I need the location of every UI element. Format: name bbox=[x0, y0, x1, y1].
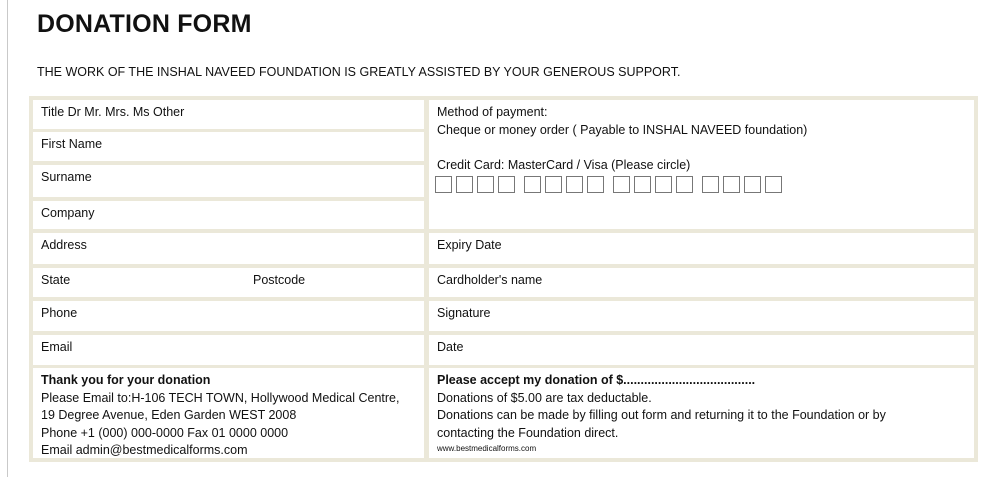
cardholder-name-field[interactable] bbox=[429, 268, 974, 297]
state-label: State bbox=[41, 273, 71, 287]
card-digit-box[interactable] bbox=[744, 176, 761, 193]
address-label: Address bbox=[41, 238, 87, 252]
card-digit-box[interactable] bbox=[477, 176, 494, 193]
card-digit-box[interactable] bbox=[498, 176, 515, 193]
postcode-label: Postcode bbox=[253, 273, 306, 287]
card-digit-box[interactable] bbox=[676, 176, 693, 193]
date-field[interactable] bbox=[429, 335, 974, 365]
card-digit-box[interactable] bbox=[545, 176, 562, 193]
company-label: Company bbox=[41, 206, 95, 220]
mailing-address-line-1: Please Email to:H-106 TECH TOWN, Hollywood Medical Centre, bbox=[41, 390, 400, 405]
signature-field[interactable] bbox=[429, 301, 974, 331]
cardholder-name-label: Cardholder's name bbox=[437, 273, 543, 287]
card-digit-box[interactable] bbox=[613, 176, 630, 193]
card-digit-group bbox=[702, 176, 782, 193]
mailing-address-line-2: 19 Degree Avenue, Eden Garden WEST 2008 bbox=[41, 408, 297, 422]
address-field[interactable] bbox=[33, 233, 424, 264]
credit-card-option: Credit Card: MasterCard / Visa (Please circle) bbox=[437, 158, 691, 172]
card-number-boxes[interactable] bbox=[435, 176, 782, 193]
card-digit-box[interactable] bbox=[655, 176, 672, 193]
thank-you-heading: Thank you for your donation bbox=[41, 373, 211, 387]
card-digit-box[interactable] bbox=[765, 176, 782, 193]
donation-amount-heading: Please accept my donation of $...................................... bbox=[437, 373, 756, 387]
first-name-field[interactable] bbox=[33, 132, 424, 161]
donation-instructions-line-2: contacting the Foundation direct. bbox=[437, 425, 619, 440]
card-digit-box[interactable] bbox=[435, 176, 452, 193]
card-digit-box[interactable] bbox=[524, 176, 541, 193]
payment-method-section bbox=[429, 100, 974, 229]
thank-you-section bbox=[33, 368, 424, 458]
payment-method-heading: Method of payment: bbox=[437, 105, 548, 119]
card-digit-group bbox=[524, 176, 604, 193]
card-digit-box[interactable] bbox=[456, 176, 473, 193]
title-field-label: Title Dr Mr. Mrs. Ms Other bbox=[41, 105, 185, 119]
website-url: www.bestmedicalforms.com bbox=[437, 444, 537, 453]
card-digit-box[interactable] bbox=[723, 176, 740, 193]
card-digit-box[interactable] bbox=[634, 176, 651, 193]
card-digit-box[interactable] bbox=[566, 176, 583, 193]
form-subtitle: THE WORK OF THE INSHAL NAVEED FOUNDATION IS GREATLY ASSISTED BY YOUR GENEROUS SUPPORT. bbox=[37, 65, 681, 79]
phone-label: Phone bbox=[41, 306, 78, 320]
company-field[interactable] bbox=[33, 201, 424, 229]
email-field[interactable] bbox=[33, 335, 424, 365]
surname-field[interactable] bbox=[33, 165, 424, 197]
cheque-option: Cheque or money order ( Payable to INSHAL NAVEED foundation) bbox=[437, 122, 808, 137]
donation-amount-section bbox=[429, 368, 974, 458]
card-digit-box[interactable] bbox=[587, 176, 604, 193]
signature-label: Signature bbox=[437, 306, 491, 320]
email-label: Email bbox=[41, 340, 73, 354]
card-digit-group bbox=[435, 176, 515, 193]
phone-field[interactable] bbox=[33, 301, 424, 331]
expiry-date-field[interactable] bbox=[429, 233, 974, 264]
date-label: Date bbox=[437, 340, 464, 354]
card-digit-group bbox=[613, 176, 693, 193]
expiry-date-label: Expiry Date bbox=[437, 238, 502, 252]
donation-instructions-line-1: Donations can be made by filling out form and returning it to the Foundation or by bbox=[437, 408, 886, 422]
state-postcode-field[interactable] bbox=[33, 268, 424, 297]
card-digit-box[interactable] bbox=[702, 176, 719, 193]
first-name-label: First Name bbox=[41, 137, 103, 151]
contact-email: Email admin@bestmedicalforms.com bbox=[41, 443, 248, 457]
tax-deductible-note: Donations of $5.00 are tax deductable. bbox=[437, 390, 652, 405]
donation-form-table bbox=[29, 96, 978, 462]
form-title: DONATION FORM bbox=[37, 10, 252, 38]
contact-phone-fax: Phone +1 (000) 000-0000 Fax 01 0000 0000 bbox=[41, 425, 289, 440]
page-edge-line bbox=[7, 0, 8, 477]
surname-label: Surname bbox=[41, 170, 92, 184]
title-field[interactable] bbox=[33, 100, 424, 129]
